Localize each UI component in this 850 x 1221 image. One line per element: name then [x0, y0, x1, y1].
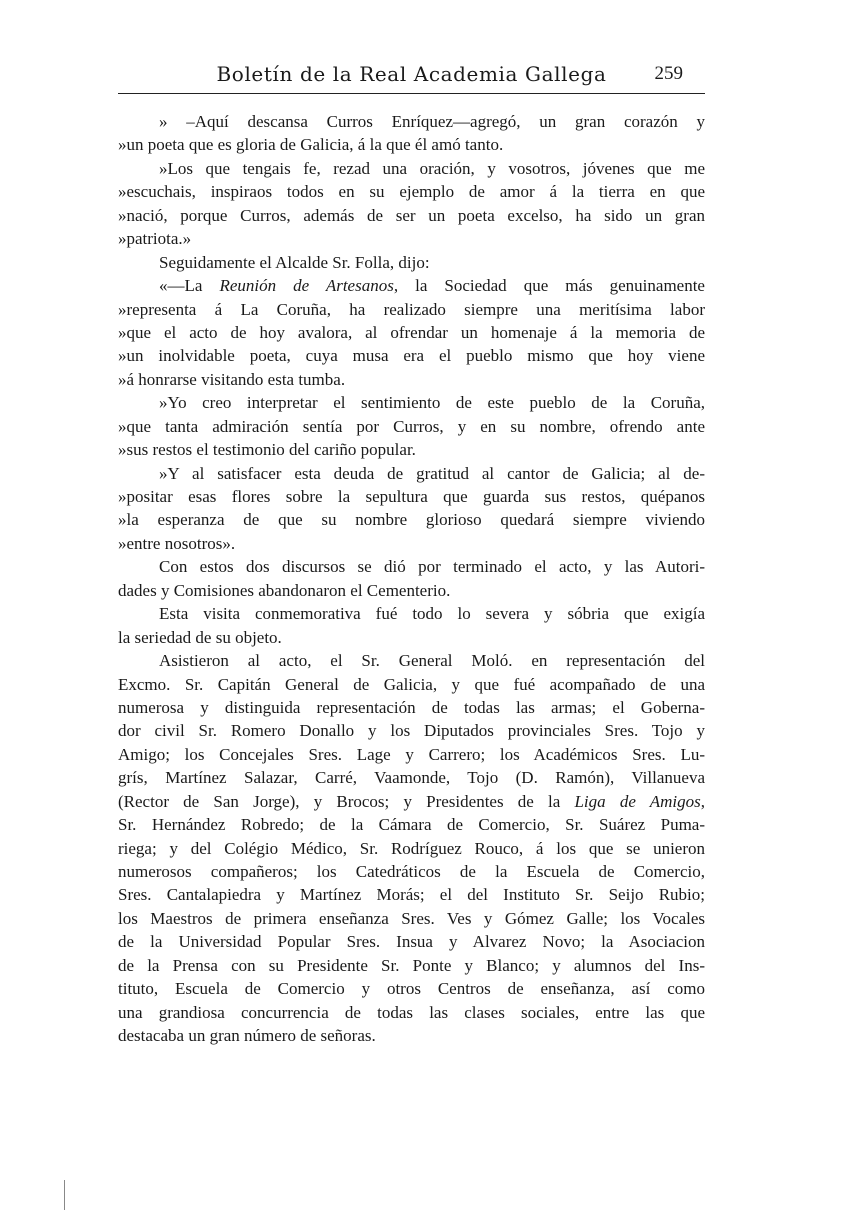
text-segment: , [700, 791, 705, 811]
text-line: »Los que tengais fe, rezad una oración, y vosotros, jóvenes que me [159, 158, 705, 178]
text-line: riega; y del Colégio Médico, Sr. Rodríguez Rouco, á los que se unieron [118, 838, 705, 858]
text-line: de la Prensa con su Presidente Sr. Ponte y Blanco; y alumnos del Ins- [118, 955, 705, 975]
text-line: »positar esas flores sobre la sepultura que guarda sus restos, quépanos [118, 487, 705, 506]
text-line: »la esperanza de que su nombre glorioso quedará siempre viviendo [118, 510, 705, 530]
text-line: »sus restos el testimonio del cariño popular. [118, 440, 416, 460]
text-line: grís, Martínez Salazar, Carré, Vaamonde, Tojo (D. Ramón), Villanueva [118, 768, 705, 788]
italic-title: Liga de Amigos [574, 791, 701, 811]
text-line: Asistieron al acto, el Sr. General Moló. en representación del [159, 651, 705, 671]
text-line: Seguidamente el Alcalde Sr. Folla, dijo: [159, 252, 430, 272]
text-line: dades y Comisiones abandonaron el Cementerio. [118, 580, 451, 600]
journal-title: Boletín de la Real Academia Gallega [216, 62, 607, 86]
text-line: dor civil Sr. Romero Donallo y los Diputados provinciales Sres. Tojo y [118, 721, 705, 741]
text-segment: «—La [159, 276, 220, 296]
header-rule [118, 93, 705, 94]
text-line: Sr. Hernández Robredo; de la Cámara de Comercio, Sr. Suárez Puma- [118, 815, 705, 835]
text-line: numerosos compañeros; los Catedráticos de la Escuela de Comercio, [118, 862, 705, 881]
text-line: de la Universidad Popular Sres. Insua y Alvarez Novo; la Asociacion [118, 932, 705, 952]
text-line: Amigo; los Concejales Sres. Lage y Carrero; los Académicos Sres. Lu- [118, 744, 705, 764]
text-line: una grandiosa concurrencia de todas las clases sociales, entre las que [118, 1002, 705, 1022]
text-line: »Y al satisfacer esta deuda de gratitud al cantor de Galicia; al de- [159, 463, 705, 483]
text-line: numerosa y distinguida representación de todas las armas; el Goberna- [118, 697, 705, 717]
italic-title: Reunión de Artesanos [219, 276, 394, 296]
text-line: »escuchais, inspiraos todos en su ejemplo de amor á la tierra en que [118, 182, 705, 202]
text-line: Con estos dos discursos se dió por terminado el acto, y las Autori- [159, 557, 705, 577]
text-line: » –Aquí descansa Curros Enríquez—agregó, un gran corazón y [159, 112, 705, 131]
scan-mark [64, 1180, 67, 1210]
text-line: »que el acto de hoy avalora, al ofrendar un homenaje á la memoria de [118, 322, 705, 342]
page-number: 259 [654, 63, 683, 84]
text-line: »un poeta que es gloria de Galicia, á la que él amó tanto. [118, 135, 504, 155]
text-line: la seriedad de su objeto. [118, 627, 282, 647]
text-segment: (Rector de San Jorge), y Brocos; y Presidentes de la [118, 791, 575, 811]
text-line: »un inolvidable poeta, cuya musa era el pueblo mismo que hoy viene [118, 346, 705, 366]
text-line: »entre nosotros». [118, 533, 236, 553]
page-body-text [118, 110, 705, 1048]
text-line: Esta visita conmemorativa fué todo lo severa y sóbria que exigía [159, 604, 705, 624]
text-line: tituto, Escuela de Comercio y otros Centros de enseñanza, así como [118, 979, 705, 999]
running-header [118, 60, 705, 90]
text-line: »que tanta admiración sentía por Curros, y en su nombre, ofrendo ante [118, 416, 705, 436]
text-line: los Maestros de primera enseñanza Sres. Ves y Gómez Galle; los Vocales [118, 908, 705, 928]
text-line: »á honrarse visitando esta tumba. [118, 369, 346, 389]
text-line [118, 790, 705, 813]
text-segment: , la Sociedad que más genuinamente [393, 276, 705, 296]
text-line: »Yo creo interpretar el sentimiento de este pueblo de la Coruña, [159, 393, 705, 413]
text-line: Sres. Cantalapiedra y Martínez Morás; el del Instituto Sr. Seijo Rubio; [118, 885, 705, 905]
text-line: »nació, porque Curros, además de ser un poeta excelso, ha sido un gran [118, 205, 705, 225]
text-line: destacaba un gran número de señoras. [118, 1026, 376, 1046]
text-line: »patriota.» [118, 229, 192, 249]
text-line [118, 274, 705, 297]
text-line: »representa á La Coruña, ha realizado siempre una meritísima labor [118, 299, 705, 319]
text-line: Excmo. Sr. Capitán General de Galicia, y que fué acompañado de una [118, 674, 705, 694]
